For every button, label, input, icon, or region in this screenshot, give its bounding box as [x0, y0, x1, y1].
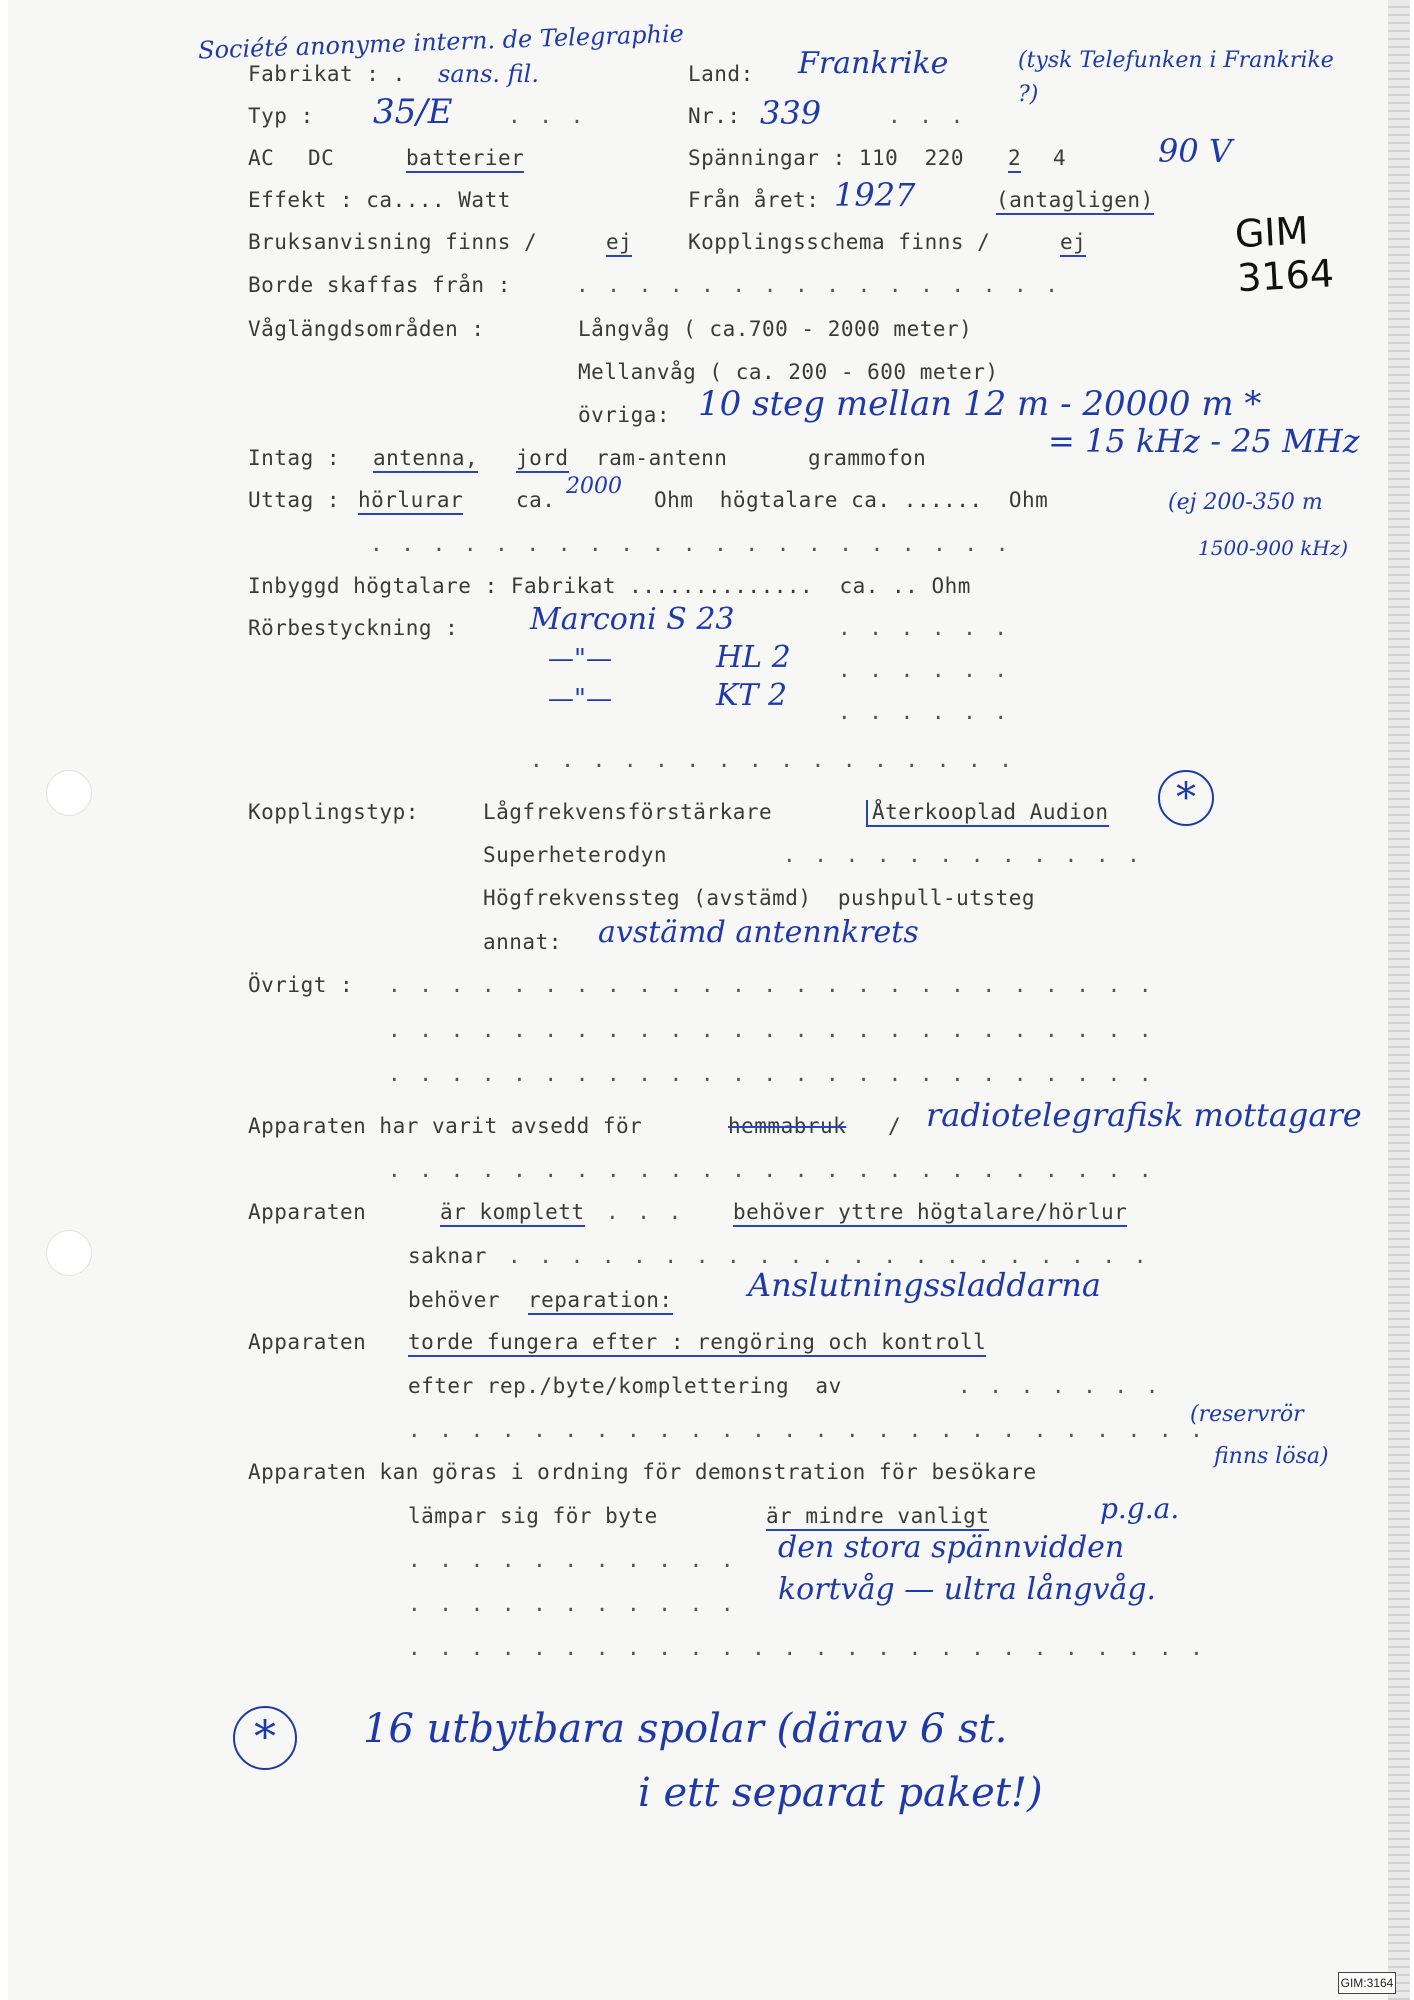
- efter-rep-label: efter rep./byte/komplettering av: [408, 1374, 842, 1398]
- lagfrek-label: Lågfrekvensförstärkare: [483, 800, 773, 824]
- ej-range-1: (ej 200-350 m: [1168, 490, 1323, 515]
- footnote-line-2: i ett separat paket!): [638, 1770, 1043, 1816]
- typ-label: Typ :: [248, 104, 314, 128]
- archive-stamp: GIM:3164: [1338, 1972, 1396, 1994]
- komplett-dots: . . .: [606, 1200, 685, 1224]
- antagligen-label: (antagligen): [996, 188, 1154, 215]
- lampar-dots-1: . . . . . . . . . . .: [408, 1548, 737, 1572]
- ovrigt-label: Övrigt :: [248, 973, 354, 997]
- dc-label: DC: [308, 146, 335, 170]
- ar-mindre-vanligt: är mindre vanligt: [766, 1504, 989, 1531]
- ar-komplett: är komplett: [440, 1200, 585, 1227]
- ovrigt-dots-3: . . . . . . . . . . . . . . . . . . . . . . . . .: [388, 1062, 1155, 1086]
- ovriga-label: övriga:: [578, 403, 671, 427]
- year-handwritten: 1927: [834, 176, 916, 214]
- avsedd-dots: . . . . . . . . . . . . . . . . . . . . . . . . .: [388, 1158, 1155, 1182]
- tube-3-handwritten: KT 2: [716, 678, 788, 713]
- form-sheet: [8, 0, 1402, 2000]
- punch-hole: [46, 770, 92, 816]
- annat-label: annat:: [483, 930, 562, 954]
- effekt-label: Effekt : ca.... Watt: [248, 188, 511, 212]
- tube-2-handwritten: HL 2: [716, 640, 791, 675]
- ohm-handwritten: 2000: [566, 474, 622, 499]
- mellanvag-label: Mellanvåg ( ca. 200 - 600 meter): [578, 360, 999, 384]
- tube-3-dots: . . . . . .: [838, 700, 1011, 724]
- ovriga-handwritten: 10 steg mellan 12 m - 20000 m *: [698, 384, 1262, 424]
- ovrigt-dots-2: . . . . . . . . . . . . . . . . . . . . . . . . .: [388, 1018, 1155, 1042]
- saknar-label: saknar: [408, 1244, 487, 1268]
- intag-ram-antenn: ram-antenn: [596, 446, 728, 470]
- intag-grammofon: grammofon: [808, 446, 927, 470]
- spanningar-label: Spänningar : 110 220: [688, 146, 965, 170]
- avsedd-label: Apparaten har varit avsedd för: [248, 1114, 643, 1138]
- aterkoplad-audion: Återkooplad Audion: [866, 800, 1109, 827]
- punch-hole: [46, 1230, 92, 1276]
- torde-fungera: torde fungera efter : rengöring och kontroll: [408, 1330, 986, 1357]
- country-handwritten: Frankrike: [798, 46, 949, 81]
- typ-dots: . . .: [508, 104, 587, 128]
- behover-label: behöver: [408, 1288, 501, 1312]
- avsedd-handwritten: radiotelegrafisk mottagare: [926, 1096, 1362, 1134]
- uttag-ca: ca.: [516, 488, 556, 512]
- intag-antenna: antenna,: [373, 446, 478, 473]
- superhet-label: Superheterodyn: [483, 843, 668, 867]
- sheet-edge: [1388, 0, 1410, 2000]
- kopplingstyp-label: Kopplingstyp:: [248, 800, 419, 824]
- superhet-dots: . . . . . . . . . . . .: [783, 843, 1143, 867]
- ovrigt-dots-1: . . . . . . . . . . . . . . . . . . . . . . . . .: [388, 973, 1155, 997]
- reparation-label: reparation:: [528, 1288, 673, 1315]
- volt-handwritten: 90 V: [1158, 132, 1232, 170]
- rorbest-label: Rörbestyckning :: [248, 616, 459, 640]
- maker-note-handwritten: Société anonyme intern. de Telegraphie: [197, 19, 685, 65]
- torde-prefix: Apparaten: [248, 1330, 367, 1354]
- nr-label: Nr.:: [688, 104, 741, 128]
- intag-jord: jord: [516, 446, 569, 473]
- bruksanvisning-label: Bruksanvisning finns /: [248, 230, 538, 254]
- kopplingsschema-label: Kopplingsschema finns /: [688, 230, 991, 254]
- tube-1-handwritten: Marconi S 23: [530, 602, 735, 637]
- land-label: Land:: [688, 62, 754, 86]
- fabrikat-handwritten: sans. fil.: [438, 60, 539, 88]
- typ-handwritten: 35/E: [373, 92, 453, 132]
- lampar-dots-3: . . . . . . . . . . . . . . . . . . . . . . . . . .: [408, 1636, 1206, 1660]
- pga-handwritten-2: den stora spännvidden: [778, 1530, 1125, 1565]
- lampar-dots-2: . . . . . . . . . . .: [408, 1592, 737, 1616]
- behover-yttre: behöver yttre högtalare/hörlur: [733, 1200, 1127, 1227]
- country-note-handwritten: (tysk Telefunken i Frankrike ?): [1018, 48, 1334, 107]
- pga-handwritten-1: p.g.a.: [1100, 1492, 1180, 1525]
- reserv-handwritten-2: finns lösa): [1214, 1444, 1329, 1469]
- tube-2-ditto: —"—: [548, 644, 612, 674]
- gim-code-handwritten: GIM 3164: [1233, 208, 1336, 301]
- asterisk-circle-top: *: [1158, 770, 1214, 826]
- nr-handwritten: 339: [760, 94, 822, 132]
- schema-ej: ej: [1060, 230, 1086, 257]
- vaglangd-label: Våglängdsområden :: [248, 317, 485, 341]
- saknar-dots: . . . . . . . . . . . . . . . . . . . . .: [508, 1244, 1150, 1268]
- annat-handwritten: avstämd antennkrets: [598, 915, 919, 950]
- fran-aret-label: Från året:: [688, 188, 820, 212]
- tube-2-dots: . . . . . .: [838, 658, 1011, 682]
- reserv-handwritten-1: (reservrör: [1190, 1402, 1304, 1427]
- freq-handwritten: = 15 kHz - 25 MHz: [1048, 422, 1360, 460]
- ar-prefix: Apparaten: [248, 1200, 367, 1224]
- borde-label: Borde skaffas från :: [248, 273, 511, 297]
- bruks-ej: ej: [606, 230, 632, 257]
- uttag-dots: . . . . . . . . . . . . . . . . . . . . .: [370, 532, 1012, 556]
- batterier-label: batterier: [406, 146, 524, 173]
- kan-goras-label: Apparaten kan göras i ordning för demonstration för besökare: [248, 1460, 1037, 1484]
- spanning-2: 2: [1008, 146, 1021, 173]
- spanning-4: 4: [1053, 146, 1067, 170]
- uttag-label: Uttag :: [248, 488, 341, 512]
- efter-rep-dots: . . . . . . .: [958, 1374, 1162, 1398]
- uttag-horlurar: hörlurar: [358, 488, 463, 515]
- langvag-label: Långvåg ( ca.700 - 2000 meter): [578, 317, 973, 341]
- inbyggd-label: Inbyggd högtalare : Fabrikat .............. ca. .. Ohm: [248, 574, 971, 598]
- efter-rep-dots-2: . . . . . . . . . . . . . . . . . . . . . . . . . .: [408, 1418, 1206, 1442]
- ej-range-2: 1500-900 kHz): [1198, 536, 1349, 560]
- borde-dots: . . . . . . . . . . . . . . . .: [576, 273, 1061, 297]
- pga-handwritten-3: kortvåg — ultra långvåg.: [778, 1572, 1157, 1607]
- lampar-label: lämpar sig för byte: [408, 1504, 658, 1528]
- tube-4-dots: . . . . . . . . . . . . . . . .: [530, 748, 1015, 772]
- reparation-handwritten: Anslutningssladdarna: [748, 1266, 1101, 1304]
- intag-label: Intag :: [248, 446, 341, 470]
- hogfrek-label: Högfrekvenssteg (avstämd) pushpull-utsteg: [483, 886, 1036, 910]
- nr-dots: . . .: [888, 104, 967, 128]
- uttag-ohm-hogtalare: Ohm högtalare ca. ...... Ohm: [654, 488, 1049, 512]
- tube-1-dots: . . . . . .: [838, 616, 1011, 640]
- hemmabruk-struck: hemmabruk: [728, 1114, 847, 1138]
- asterisk-circle-footnote: *: [233, 1706, 297, 1770]
- footnote-line-1: 16 utbytbara spolar (därav 6 st.: [363, 1706, 1008, 1752]
- avsedd-slash: /: [888, 1114, 902, 1138]
- tube-3-ditto: —"—: [548, 684, 612, 714]
- ac-label: AC: [248, 146, 275, 170]
- fabrikat-label: Fabrikat : .: [248, 62, 406, 86]
